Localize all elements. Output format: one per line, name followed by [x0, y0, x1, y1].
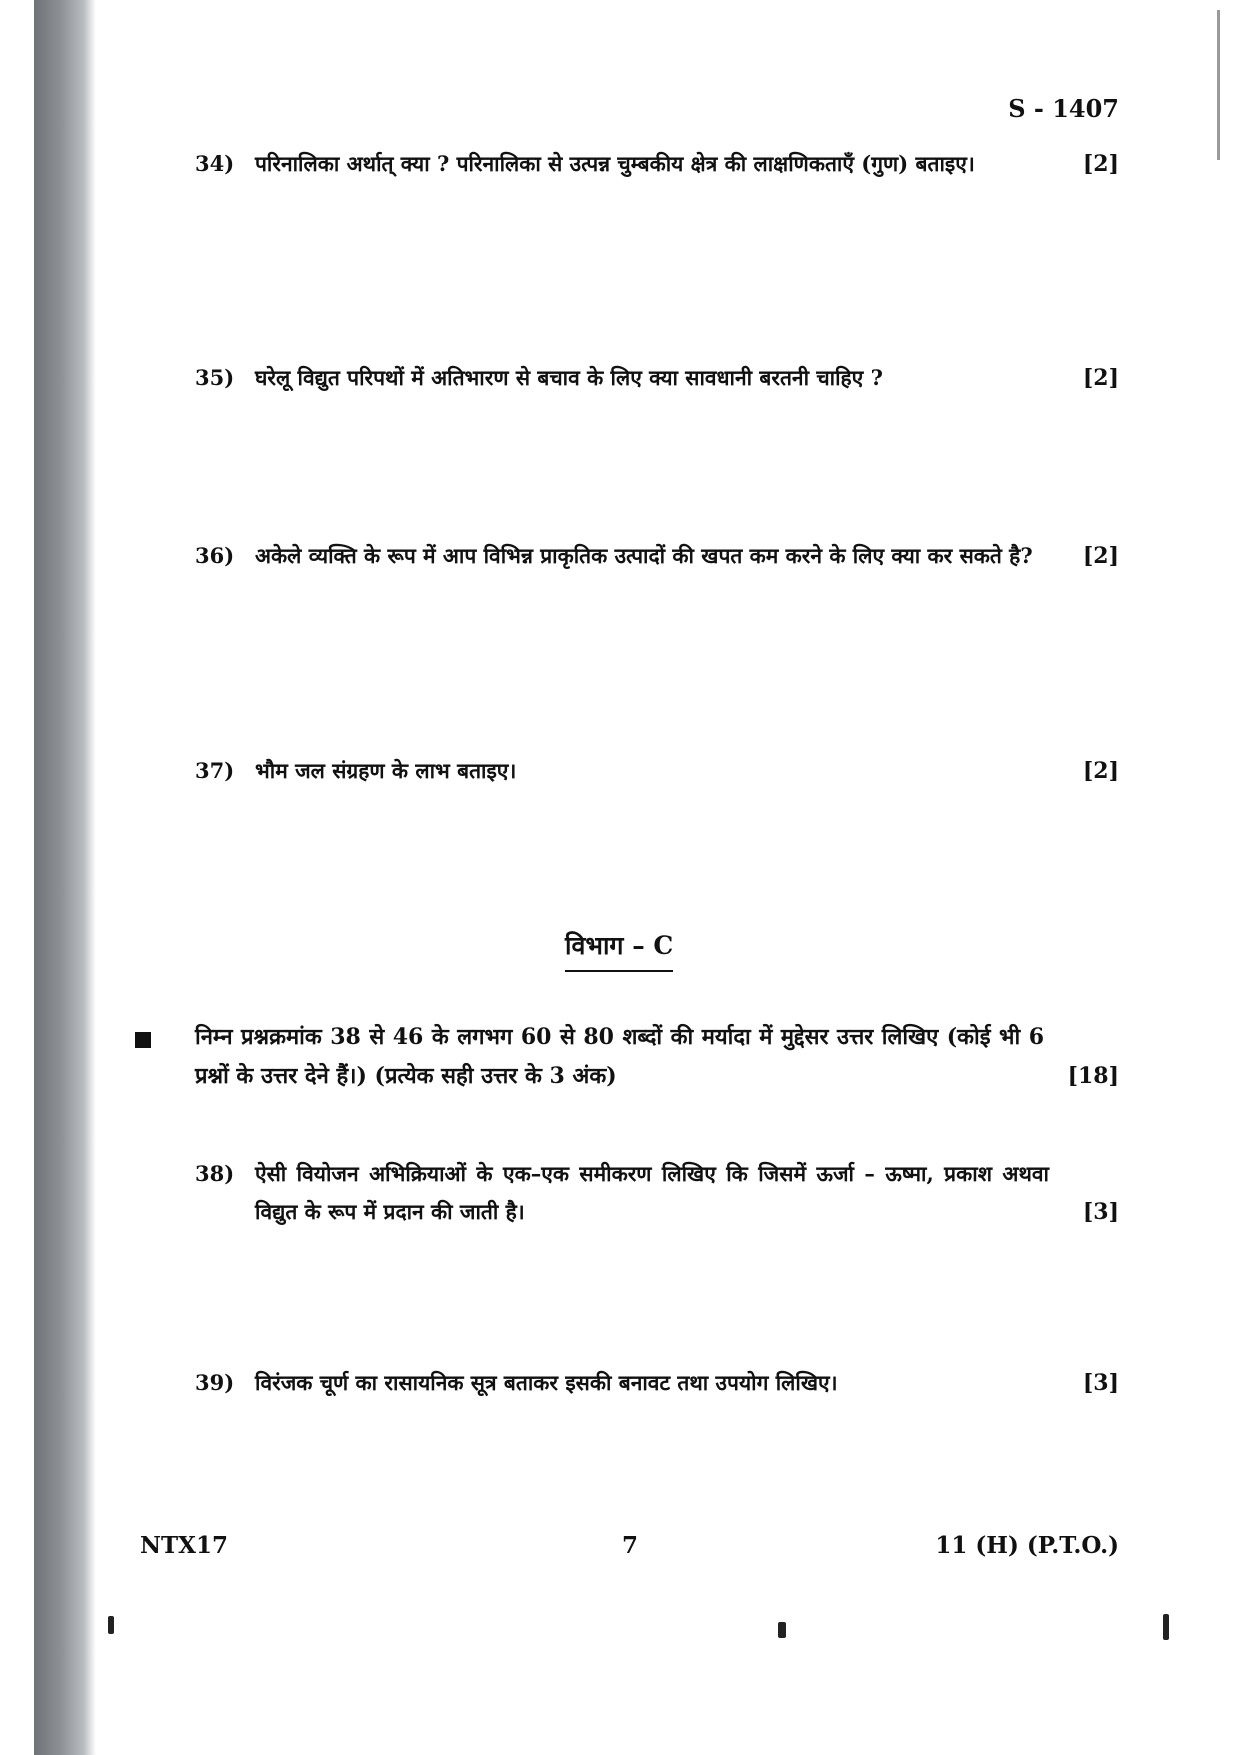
bullet-square-icon [135, 1032, 151, 1048]
question-text: परिनालिका अर्थात् क्या ? परिनालिका से उत्पन्न चुम्बकीय क्षेत्र की लाक्षणिकताएँ (गुण) बताइए। [255, 151, 975, 176]
question-39 [195, 1364, 1119, 1402]
question-text: घरेलू विद्युत परिपथों में अतिभारण से बचाव के लिए क्या सावधानी बरतनी चाहिए ? [255, 365, 883, 390]
question-number: 39) [195, 1370, 235, 1395]
question-number: 34) [195, 151, 235, 176]
question-36 [195, 537, 1119, 575]
question-text: विरंजक चूर्ण का रासायनिक सूत्र बताकर इसकी बनावट तथा उपयोग लिखिए। [255, 1370, 838, 1395]
question-marks: [3] [1082, 1370, 1119, 1396]
instruction-text: निम्न प्रश्नक्रमांक 38 से 46 के लगभग 60 से 80 शब्दों की मर्यादा में मुद्देसर उत्तर लिखिए (कोई भी 6 प्रश्नों के उत्तर देने हैं।) (प्रत्येक सही उत्तर के 3 अंक) [195, 1024, 1044, 1089]
page-number: 7 [622, 1532, 639, 1559]
question-37 [195, 752, 1119, 790]
paper-code: S - 1407 [1008, 94, 1119, 123]
question-marks: [2] [1082, 543, 1119, 569]
footer-code: NTX17 [140, 1532, 228, 1559]
scan-shadow-edge [34, 0, 96, 1755]
question-34 [195, 145, 1119, 183]
scan-speck [1163, 1614, 1169, 1640]
instruction-marks: [18] [1067, 1063, 1119, 1089]
section-instruction [135, 1018, 1119, 1096]
question-number: 37) [195, 758, 235, 783]
question-number: 38) [195, 1161, 235, 1186]
question-marks: [2] [1082, 758, 1119, 784]
scan-margin-line [1217, 10, 1220, 160]
question-text: भौम जल संग्रहण के लाभ बताइए। [255, 758, 517, 783]
question-marks: [3] [1082, 1199, 1119, 1225]
question-marks: [2] [1082, 365, 1119, 391]
scan-speck [778, 1622, 786, 1638]
question-text: ऐसी वियोजन अभिक्रियाओं के एक–एक समीकरण लिखिए कि जिसमें ऊर्जा – ऊष्मा, प्रकाश अथवा विद्युत के रूप में प्रदान की जाती है। [255, 1161, 1049, 1224]
question-38 [195, 1155, 1119, 1231]
question-number: 35) [195, 365, 235, 390]
question-number: 36) [195, 543, 235, 568]
question-marks: [2] [1082, 151, 1119, 177]
scan-speck [108, 1616, 114, 1634]
question-text: अकेले व्यक्ति के रूप में आप विभिन्न प्राकृतिक उत्पादों की खपत कम करने के लिए क्या कर सकते है? [255, 543, 1033, 568]
section-title: विभाग – C [565, 928, 673, 972]
footer-pto: 11 (H) (P.T.O.) [935, 1532, 1119, 1559]
question-35 [195, 359, 1119, 397]
